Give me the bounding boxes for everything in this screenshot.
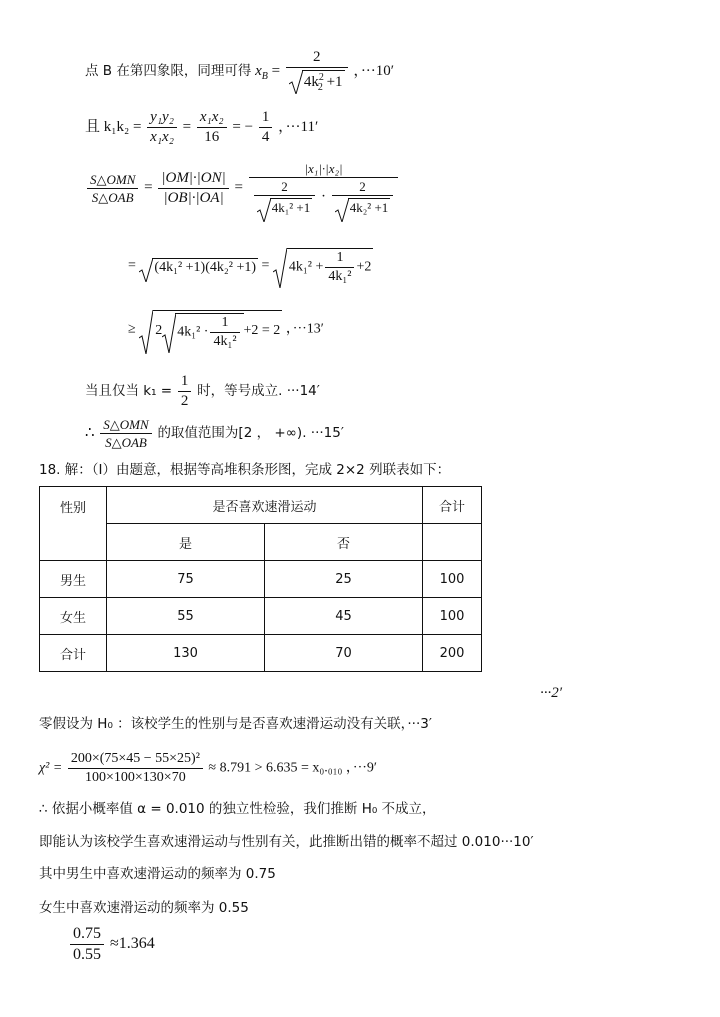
fraction-b xyxy=(332,180,394,214)
radical-icon xyxy=(139,258,153,282)
sqrt xyxy=(289,70,345,93)
radical-icon xyxy=(162,313,176,353)
row-label: 男生 xyxy=(40,561,107,598)
fraction-a xyxy=(254,180,316,214)
header-yes: 是 xyxy=(107,524,265,561)
radical-icon xyxy=(273,248,287,288)
numerator: 0.75 xyxy=(70,926,104,945)
sub-b: B xyxy=(261,70,268,82)
numerator: 1 xyxy=(259,110,273,128)
header-like: 是否喜欢速滑运动 xyxy=(107,487,423,524)
table-row xyxy=(40,561,482,598)
fraction xyxy=(286,50,348,93)
denominator: x₁x₂ xyxy=(150,129,174,145)
numerator: 2 xyxy=(254,180,316,196)
cell-no: 45 xyxy=(265,598,423,635)
eq: = xyxy=(182,118,192,135)
denominator: 4 xyxy=(261,129,270,145)
inference-2: 即能认为该校学生喜欢速滑运动与性别有关，此推断出错的概率不超过 0.010···10′ xyxy=(39,834,534,850)
term: 2 xyxy=(155,323,163,339)
denominator: 16 xyxy=(204,129,220,145)
fraction xyxy=(197,110,227,145)
text: 且 k₁k₂ = xyxy=(85,118,142,135)
den-a: 4k xyxy=(303,74,319,90)
numerator: 200×(75×45 − 55×25)² xyxy=(68,752,203,769)
numerator: 1 xyxy=(178,374,192,392)
sqrt xyxy=(139,258,258,275)
cell-total: 200 xyxy=(423,635,482,672)
line-inequality xyxy=(128,310,324,349)
header-no: 否 xyxy=(265,524,423,561)
term: 4k₁² · xyxy=(177,324,209,340)
row-label: 女生 xyxy=(40,598,107,635)
text: 时，等号成立. ···14′ xyxy=(197,382,320,399)
fraction xyxy=(259,110,273,145)
denominator xyxy=(254,196,316,214)
eq: = xyxy=(271,62,281,79)
score: ，···10′ xyxy=(353,62,395,79)
score-2: ···2′ xyxy=(540,685,563,701)
line-xb xyxy=(85,50,394,93)
rhs: ≈1.364 xyxy=(110,935,155,953)
radical-icon xyxy=(257,198,271,222)
frequency-male: 其中男生中喜欢速滑运动的频率为 0.75 xyxy=(39,866,276,882)
sqrt xyxy=(273,248,373,284)
fraction xyxy=(87,173,138,204)
rhs: ≈ 8.791 > 6.635 = x₀.₀₁₀ ，···9′ xyxy=(208,760,377,776)
null-hypothesis: 零假设为 H₀ ：该校学生的性别与是否喜欢速滑运动没有关联，···3′ xyxy=(39,716,432,732)
denominator: 4k₁² xyxy=(213,334,237,349)
score: ，···11′ xyxy=(278,118,319,135)
fraction xyxy=(249,162,399,214)
numerator: |x₁|·|x₂| xyxy=(249,162,399,178)
line-chi-square xyxy=(39,752,377,785)
eq: = − xyxy=(232,118,254,135)
header-gender: 性别 xyxy=(40,487,107,561)
term: +2 = 2 xyxy=(243,323,281,339)
cell-no: 70 xyxy=(265,635,423,672)
numerator: 1 xyxy=(210,316,239,333)
denominator: 0.55 xyxy=(73,946,101,963)
denominator: 100×100×130×70 xyxy=(85,770,186,785)
row-label: 合计 xyxy=(40,635,107,672)
cell-no: 25 xyxy=(265,561,423,598)
numerator: x₁x₂ xyxy=(197,110,227,128)
numerator: 2 xyxy=(286,50,348,68)
radicand: 4k₂² +1 xyxy=(349,200,389,216)
radical-icon xyxy=(335,198,349,222)
cell-yes: 130 xyxy=(107,635,265,672)
line-equality-condition xyxy=(85,374,320,409)
eq: = xyxy=(261,258,270,274)
text: 点 B 在第四象限，同理可得 xyxy=(85,62,252,79)
therefore: ∴ xyxy=(85,424,95,441)
score: ，···13′ xyxy=(285,321,324,337)
var-x: x xyxy=(255,62,262,79)
eq: = xyxy=(128,258,136,274)
numerator: y₁y₂ xyxy=(147,110,177,128)
radicand: 4k₁² +1 xyxy=(271,200,311,216)
table-row xyxy=(40,635,482,672)
chi: χ² = xyxy=(39,760,63,776)
inference-1: ∴ 依据小概率值 α = 0.010 的独立性检验，我们推断 H₀ 不成立， xyxy=(39,801,436,817)
cell-total: 100 xyxy=(423,561,482,598)
fraction xyxy=(70,926,104,963)
table-row xyxy=(40,598,482,635)
fraction xyxy=(178,374,192,409)
header-blank xyxy=(423,524,482,561)
radical-icon xyxy=(289,70,303,94)
cell-yes: 75 xyxy=(107,561,265,598)
eq: = xyxy=(234,179,243,196)
cell-total: 100 xyxy=(423,598,482,635)
denominator: 4k₁² xyxy=(328,269,352,284)
numerator: 1 xyxy=(325,251,354,268)
text: 的取值范围为[2 ， +∞). ···15′ xyxy=(157,424,344,441)
radicand: (4k₁² +1)(4k₂² +1) xyxy=(154,259,257,275)
line-k1k2 xyxy=(85,110,318,145)
ge: ≥ xyxy=(128,321,136,337)
denominator xyxy=(286,68,348,93)
numerator: S△OMN xyxy=(100,418,151,434)
sqrt xyxy=(139,310,282,349)
denominator xyxy=(332,196,394,214)
eq: = xyxy=(144,179,153,196)
term: +2 xyxy=(356,259,372,275)
frequency-female: 女生中喜欢速滑运动的频率为 0.55 xyxy=(39,900,249,916)
denominator: |OB|·|OA| xyxy=(163,189,224,206)
denominator: S△OAB xyxy=(91,189,134,205)
radical-icon xyxy=(139,310,153,354)
header-total: 合计 xyxy=(423,487,482,524)
sub: 2 xyxy=(317,82,323,93)
fraction xyxy=(100,418,151,449)
numerator: |OM|·|ON| xyxy=(158,171,228,189)
fraction xyxy=(68,752,203,785)
question-18: 18. 解：（Ⅰ）由题意，根据等高堆积条形图，完成 2×2 列联表如下： xyxy=(39,462,451,478)
term: 4k₁² + xyxy=(288,259,324,275)
den-tail: +1 xyxy=(326,74,343,90)
sup: 2 xyxy=(318,72,324,83)
line-ratio-value xyxy=(68,926,155,963)
contingency-table xyxy=(39,486,482,672)
cell-yes: 55 xyxy=(107,598,265,635)
line-range xyxy=(85,418,344,449)
line-ratio xyxy=(85,162,400,214)
fraction xyxy=(158,171,228,206)
fraction xyxy=(147,110,177,145)
numerator: S△OMN xyxy=(87,173,138,189)
denominator: 2 xyxy=(180,393,189,409)
line-sqrt-product xyxy=(128,248,373,284)
denominator: S△OAB xyxy=(105,435,147,450)
numerator: 2 xyxy=(332,180,394,196)
denominator: $\frac{2}{\text{4k₁² +1}}$ · $\frac{2}{\text{4k₂² +1}}$ xyxy=(249,178,399,214)
text: 当且仅当 k₁ = xyxy=(85,382,173,399)
